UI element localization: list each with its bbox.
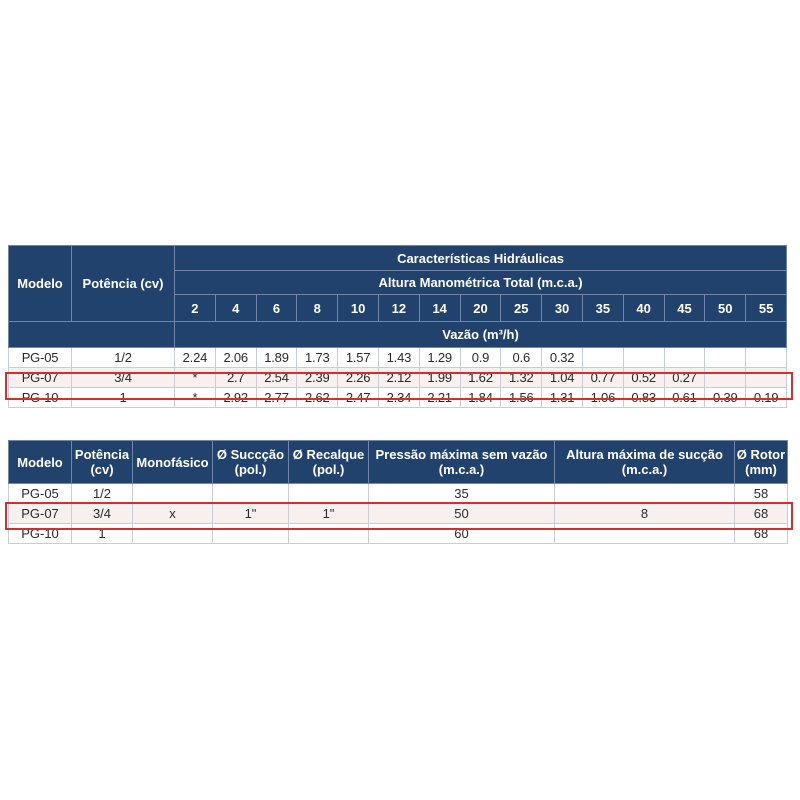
cell-flow: 0.6 <box>501 348 542 368</box>
cell-monofasico <box>133 484 213 504</box>
col-header-potencia: Potência (cv) <box>72 441 133 484</box>
cell-flow: * <box>175 368 216 388</box>
cell-flow: 0.32 <box>542 348 583 368</box>
cell-flow: 1.89 <box>256 348 297 368</box>
cell-flow: 2.7 <box>215 368 256 388</box>
cell-modelo: PG-10 <box>9 524 72 544</box>
height-header: 30 <box>542 295 583 322</box>
cell-flow: 0.27 <box>664 368 705 388</box>
table-row <box>9 348 787 368</box>
table-row <box>9 484 788 504</box>
cell-recalque <box>289 524 369 544</box>
cell-potencia: 1/2 <box>72 484 133 504</box>
height-header: 8 <box>297 295 338 322</box>
height-header: 10 <box>338 295 379 322</box>
cell-flow: 1.43 <box>378 348 419 368</box>
cell-altura <box>555 484 735 504</box>
cell-potencia: 3/4 <box>72 504 133 524</box>
cell-altura: 8 <box>555 504 735 524</box>
cell-pressao: 50 <box>369 504 555 524</box>
cell-rotor: 68 <box>735 524 788 544</box>
col-header-modelo: Modelo <box>9 246 72 322</box>
cell-modelo: PG-05 <box>9 348 72 368</box>
col-header-succao: Ø Succção (pol.) <box>213 441 289 484</box>
cell-flow: 1.73 <box>297 348 338 368</box>
cell-potencia: 1 <box>72 524 133 544</box>
cell-modelo: PG-05 <box>9 484 72 504</box>
cell-modelo: PG-07 <box>9 368 72 388</box>
subheader-flow: Vazão (m³/h) <box>175 322 787 348</box>
hydraulic-characteristics-table <box>8 245 787 408</box>
cell-rotor: 58 <box>735 484 788 504</box>
group-header-hydraulic: Características Hidráulicas <box>175 246 787 271</box>
cell-flow: 0.39 <box>705 388 746 408</box>
cell-flow: * <box>175 388 216 408</box>
cell-flow: 1.32 <box>501 368 542 388</box>
cell-succao <box>213 484 289 504</box>
cell-flow: 2.62 <box>297 388 338 408</box>
height-header: 20 <box>460 295 501 322</box>
cell-modelo: PG-10 <box>9 388 72 408</box>
cell-flow: 0.9 <box>460 348 501 368</box>
cell-flow: 0.77 <box>582 368 623 388</box>
cell-flow: 1.57 <box>338 348 379 368</box>
cell-flow: 0.61 <box>664 388 705 408</box>
header-spacer <box>9 322 175 348</box>
height-header: 12 <box>378 295 419 322</box>
pump-specs-table <box>8 440 788 544</box>
col-header-recalque: Ø Recalque (pol.) <box>289 441 369 484</box>
cell-flow <box>582 348 623 368</box>
cell-flow: 2.26 <box>338 368 379 388</box>
height-header: 4 <box>215 295 256 322</box>
height-header: 55 <box>746 295 787 322</box>
height-header: 45 <box>664 295 705 322</box>
cell-flow: 1.56 <box>501 388 542 408</box>
cell-flow: 1.29 <box>419 348 460 368</box>
cell-flow: 1.06 <box>582 388 623 408</box>
cell-flow: 0.19 <box>746 388 787 408</box>
cell-succao <box>213 524 289 544</box>
cell-flow: 2.92 <box>215 388 256 408</box>
cell-modelo: PG-07 <box>9 504 72 524</box>
col-header-monofasico: Monofásico <box>133 441 213 484</box>
cell-flow <box>705 348 746 368</box>
cell-flow: 2.34 <box>378 388 419 408</box>
col-header-pressao: Pressão máxima sem vazão (m.c.a.) <box>369 441 555 484</box>
cell-potencia: 3/4 <box>72 368 175 388</box>
cell-flow: 2.39 <box>297 368 338 388</box>
cell-recalque: 1" <box>289 504 369 524</box>
cell-pressao: 60 <box>369 524 555 544</box>
cell-flow: 2.47 <box>338 388 379 408</box>
cell-monofasico <box>133 524 213 544</box>
subheader-manometric-height: Altura Manométrica Total (m.c.a.) <box>175 271 787 295</box>
cell-potencia: 1/2 <box>72 348 175 368</box>
col-header-altura: Altura máxima de sucção (m.c.a.) <box>555 441 735 484</box>
cell-flow: 2.21 <box>419 388 460 408</box>
col-header-potencia: Potência (cv) <box>72 246 175 322</box>
col-header-modelo: Modelo <box>9 441 72 484</box>
table-row <box>9 524 788 544</box>
height-header: 35 <box>582 295 623 322</box>
cell-flow: 1.31 <box>542 388 583 408</box>
table-row <box>9 388 787 408</box>
cell-altura <box>555 524 735 544</box>
cell-flow: 2.54 <box>256 368 297 388</box>
cell-flow: 1.62 <box>460 368 501 388</box>
col-header-rotor: Ø Rotor (mm) <box>735 441 788 484</box>
cell-flow: 2.77 <box>256 388 297 408</box>
cell-flow: 1.84 <box>460 388 501 408</box>
cell-flow: 1.99 <box>419 368 460 388</box>
cell-recalque <box>289 484 369 504</box>
cell-monofasico: x <box>133 504 213 524</box>
cell-rotor: 68 <box>735 504 788 524</box>
cell-flow: 2.12 <box>378 368 419 388</box>
cell-flow <box>623 348 664 368</box>
cell-flow: 0.83 <box>623 388 664 408</box>
cell-flow <box>705 368 746 388</box>
cell-flow: 2.24 <box>175 348 216 368</box>
height-header: 6 <box>256 295 297 322</box>
cell-pressao: 35 <box>369 484 555 504</box>
height-header: 2 <box>175 295 216 322</box>
cell-potencia: 1 <box>72 388 175 408</box>
height-header: 40 <box>623 295 664 322</box>
height-header: 50 <box>705 295 746 322</box>
table-row <box>9 368 787 388</box>
cell-flow <box>664 348 705 368</box>
table-row <box>9 504 788 524</box>
height-header: 14 <box>419 295 460 322</box>
cell-succao: 1" <box>213 504 289 524</box>
cell-flow <box>746 368 787 388</box>
cell-flow: 1.04 <box>542 368 583 388</box>
cell-flow <box>746 348 787 368</box>
height-header: 25 <box>501 295 542 322</box>
cell-flow: 2.06 <box>215 348 256 368</box>
cell-flow: 0.52 <box>623 368 664 388</box>
